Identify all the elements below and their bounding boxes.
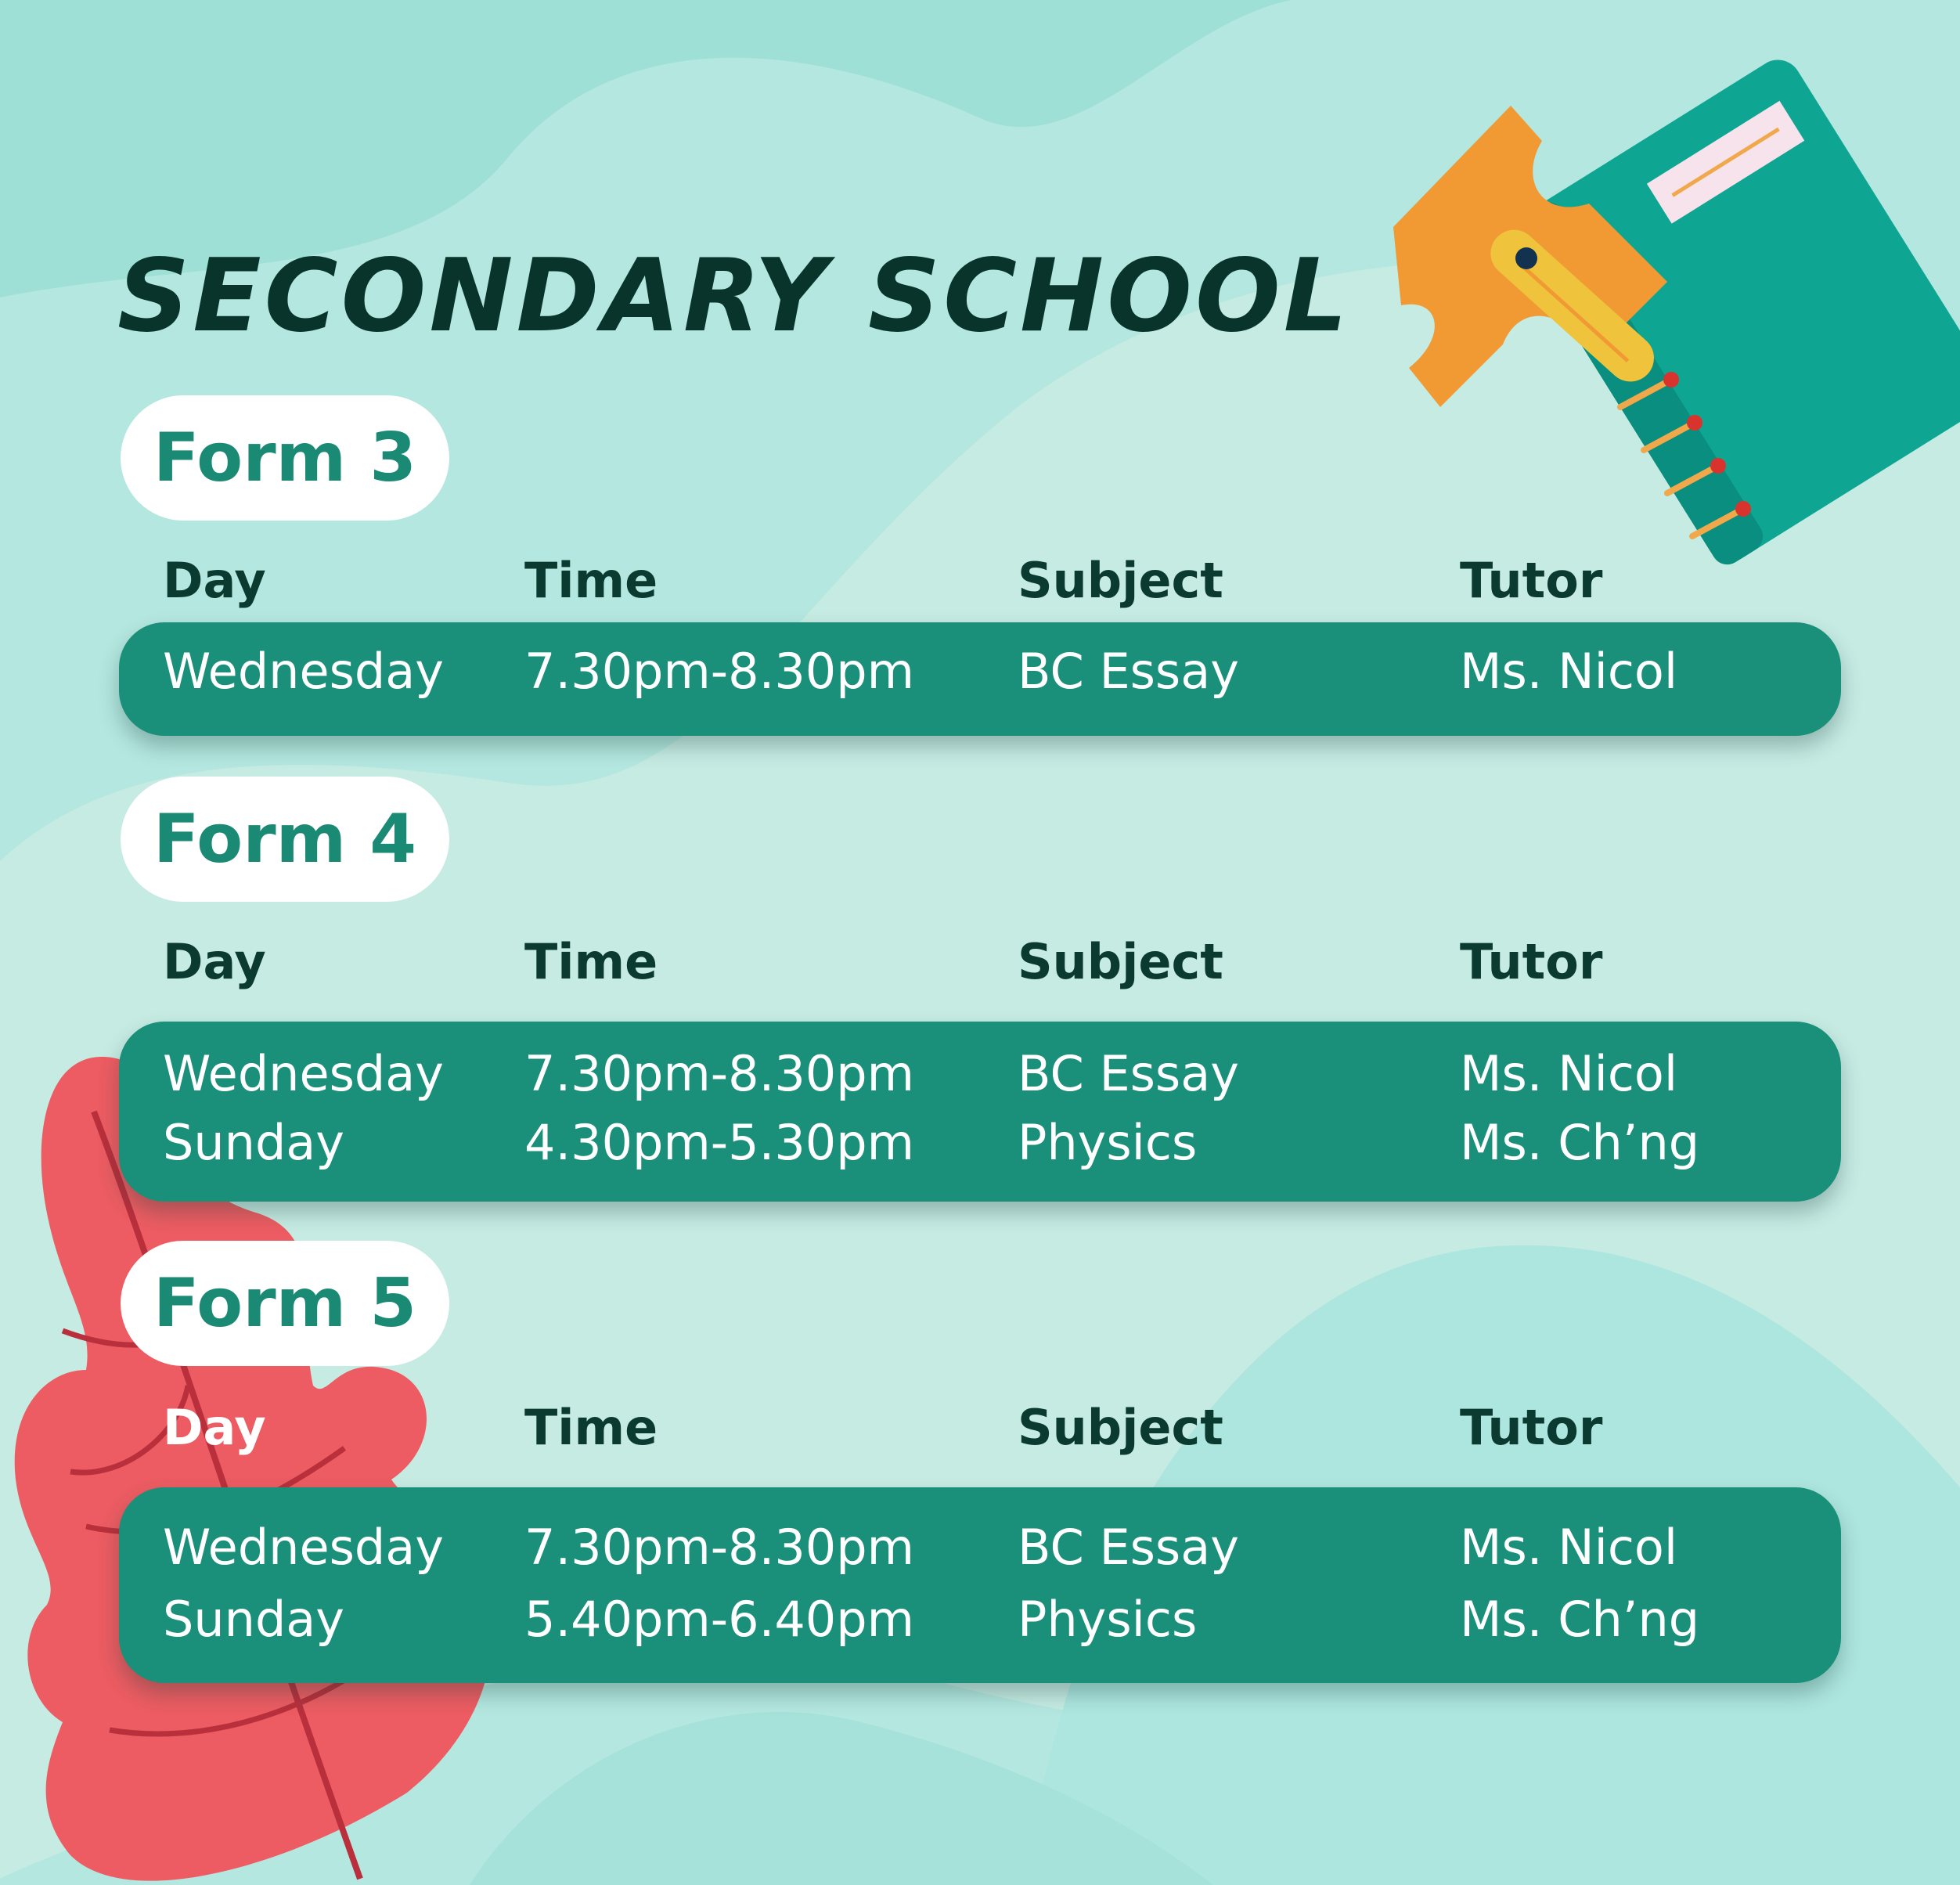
form-4-row-2-day: Sunday — [163, 1114, 344, 1171]
form-5-row-1-subject: BC Essay — [1018, 1519, 1239, 1576]
header-day: Day — [163, 933, 266, 990]
header-day: Day — [163, 1399, 266, 1456]
form-3-row-1-day: Wednesday — [163, 643, 444, 700]
notebook-illustration — [1354, 39, 1960, 587]
header-subject: Subject — [1018, 552, 1223, 609]
header-day: Day — [163, 552, 266, 609]
form-4-row-2-tutor: Ms. Ch’ng — [1460, 1114, 1700, 1171]
form-3-label: Form 3 — [121, 395, 449, 521]
form-3-schedule-band — [119, 622, 1841, 736]
form-4-label: Form 4 — [121, 777, 449, 902]
form-5-row-2-day: Sunday — [163, 1591, 344, 1648]
form-5-label: Form 5 — [121, 1241, 449, 1366]
header-tutor: Tutor — [1460, 1399, 1603, 1456]
form-5-row-2-tutor: Ms. Ch’ng — [1460, 1591, 1700, 1648]
header-tutor: Tutor — [1460, 552, 1603, 609]
form-5-row-1-time: 7.30pm-8.30pm — [524, 1519, 914, 1576]
form-4-row-1-day: Wednesday — [163, 1045, 444, 1102]
form-4-row-1-tutor: Ms. Nicol — [1460, 1045, 1678, 1102]
form-3-row-1-tutor: Ms. Nicol — [1460, 643, 1678, 700]
form-4-row-1-subject: BC Essay — [1018, 1045, 1239, 1102]
form-5-row-1-tutor: Ms. Nicol — [1460, 1519, 1678, 1576]
form-4-row-1-time: 7.30pm-8.30pm — [524, 1045, 914, 1102]
header-time: Time — [524, 552, 658, 609]
header-time: Time — [524, 1399, 658, 1456]
header-subject: Subject — [1018, 933, 1223, 990]
form-5-row-2-subject: Physics — [1018, 1591, 1198, 1648]
form-4-row-2-time: 4.30pm-5.30pm — [524, 1114, 914, 1171]
form-3-row-1-time: 7.30pm-8.30pm — [524, 643, 914, 700]
form-5-schedule-band — [119, 1487, 1841, 1683]
page-title: SECONDARY SCHOOL — [117, 238, 1351, 355]
header-time: Time — [524, 933, 658, 990]
form-4-row-2-subject: Physics — [1018, 1114, 1198, 1171]
header-tutor: Tutor — [1460, 933, 1603, 990]
header-subject: Subject — [1018, 1399, 1223, 1456]
form-5-row-1-day: Wednesday — [163, 1519, 444, 1576]
form-3-row-1-subject: BC Essay — [1018, 643, 1239, 700]
form-4-schedule-band — [119, 1022, 1841, 1202]
form-5-row-2-time: 5.40pm-6.40pm — [524, 1591, 914, 1648]
